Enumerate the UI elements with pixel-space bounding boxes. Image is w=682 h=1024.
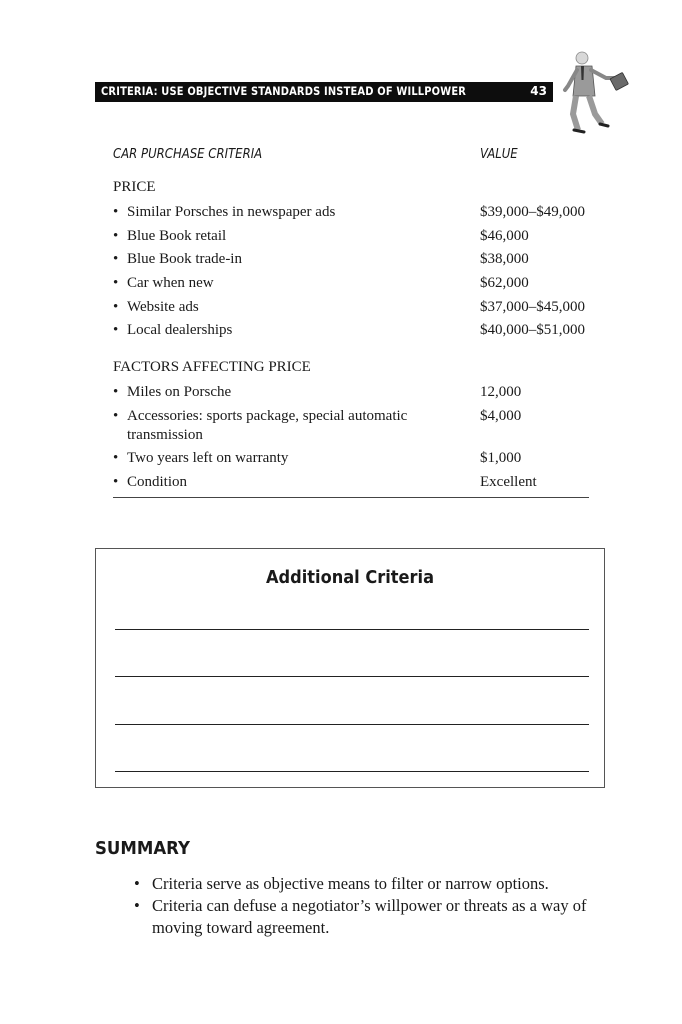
bullet: • <box>113 299 119 315</box>
additional-criteria-box <box>95 548 605 788</box>
bullet: • <box>113 322 119 338</box>
row-value: $62,000 <box>480 275 529 291</box>
section-heading-price: PRICE <box>113 179 156 195</box>
header-title: CRITERIA: USE OBJECTIVE STANDARDS INSTEAD OF WILLPOWER <box>101 84 467 98</box>
summary-item <box>134 873 614 895</box>
criteria-column-header: CAR PURCHASE CRITERIA <box>113 147 263 162</box>
row-label: Car when new <box>127 275 214 291</box>
additional-criteria-title: Additional Criteria <box>265 567 434 588</box>
bullet: • <box>113 408 119 424</box>
table-bottom-rule <box>113 497 589 498</box>
fill-in-line <box>115 676 589 677</box>
bullet: • <box>113 228 119 244</box>
page-number: 43 <box>530 84 547 98</box>
row-value: $46,000 <box>480 228 529 244</box>
value-column-header: VALUE <box>480 147 518 162</box>
bullet: • <box>113 275 119 291</box>
fill-in-line <box>115 724 589 725</box>
bullet: • <box>134 896 140 915</box>
row-value: Excellent <box>480 474 537 490</box>
businessman-with-briefcase-icon <box>562 48 642 134</box>
row-value: 12,000 <box>480 384 522 400</box>
summary-item <box>134 895 614 939</box>
row-value: $1,000 <box>480 450 522 466</box>
summary-item-text: Criteria can defuse a negotiator’s willpower or threats as a way of moving toward agreement. <box>152 896 587 937</box>
bullet: • <box>113 450 119 466</box>
row-value: $39,000–$49,000 <box>480 204 585 220</box>
row-value: $38,000 <box>480 251 529 267</box>
row-label: Similar Porsches in newspaper ads <box>127 204 336 220</box>
bullet: • <box>113 474 119 490</box>
row-label: Accessories: sports package, special automatic transmission <box>127 408 408 443</box>
section-heading-factors: FACTORS AFFECTING PRICE <box>113 359 311 375</box>
row-label: Blue Book retail <box>127 228 227 244</box>
running-header <box>95 82 553 102</box>
bullet: • <box>113 251 119 267</box>
row-label: Condition <box>127 474 188 490</box>
fill-in-line <box>115 771 589 772</box>
summary-heading: SUMMARY <box>95 838 190 859</box>
row-label: Miles on Porsche <box>127 384 232 400</box>
row-label: Website ads <box>127 299 199 315</box>
row-value: $37,000–$45,000 <box>480 299 585 315</box>
row-label: Blue Book trade-in <box>127 251 242 267</box>
row-value: $40,000–$51,000 <box>480 322 585 338</box>
row-label: Two years left on warranty <box>127 450 289 466</box>
row-label: Local dealerships <box>127 322 233 338</box>
bullet: • <box>113 384 119 400</box>
fill-in-line <box>115 629 589 630</box>
bullet: • <box>134 874 140 893</box>
summary-item-text: Criteria serve as objective means to filter or narrow options. <box>152 874 549 893</box>
row-value: $4,000 <box>480 408 522 424</box>
bullet: • <box>113 204 119 220</box>
